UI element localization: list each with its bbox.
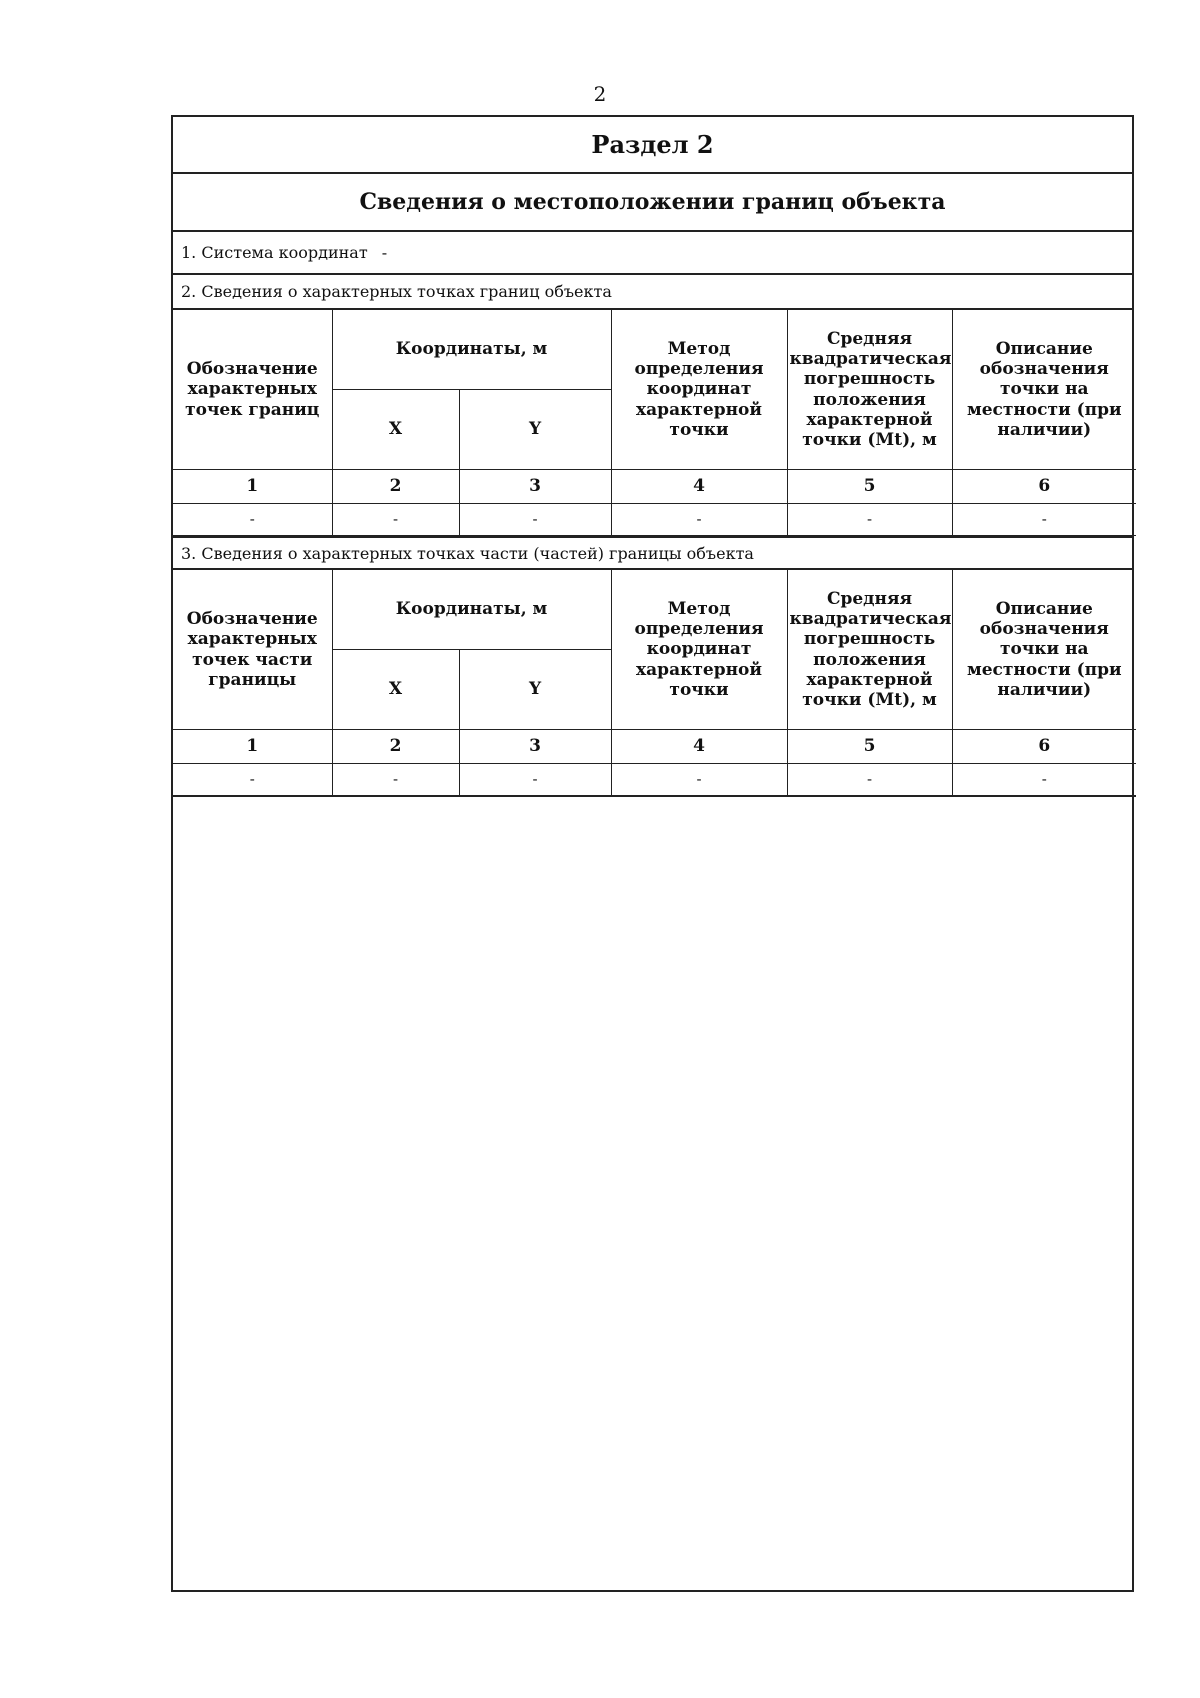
column-number: 1 — [173, 730, 332, 764]
document-frame — [171, 115, 1134, 1592]
coordinate-system-label: 1. Система координат — [181, 243, 368, 262]
column-number: 6 — [952, 470, 1136, 504]
table-cell: - — [173, 764, 332, 797]
section-title: Раздел 2 — [173, 117, 1132, 174]
header-description: Описание обозначения точки на местности (при наличии) — [952, 310, 1136, 470]
table-cell: - — [787, 764, 952, 797]
part-points-caption: 3. Сведения о характерных точках части (частей) границы объекта — [173, 536, 1132, 570]
column-number: 2 — [332, 470, 459, 504]
header-coordinates: Координаты, м — [332, 570, 611, 650]
header-designation: Обозначение характерных точек границ — [173, 310, 332, 470]
column-number: 4 — [611, 730, 787, 764]
header-error: Средняя квадратическая погрешность положения характерной точки (Mt), м — [787, 310, 952, 470]
header-method: Метод определения координат характерной точки — [611, 310, 787, 470]
column-number-row — [173, 470, 1136, 504]
table-cell: - — [611, 764, 787, 797]
table-cell: - — [332, 764, 459, 797]
column-number: 3 — [459, 730, 611, 764]
table-cell: - — [952, 504, 1136, 536]
column-number: 6 — [952, 730, 1136, 764]
header-error: Средняя квадратическая погрешность положения характерной точки (Mt), м — [787, 570, 952, 730]
coordinate-system-value: - — [381, 243, 388, 262]
table-cell: - — [952, 764, 1136, 797]
header-y: Y — [459, 650, 611, 730]
table-cell: - — [459, 504, 611, 536]
table-cell: - — [787, 504, 952, 536]
header-x: X — [332, 390, 459, 470]
table-cell: - — [459, 764, 611, 797]
table-cell: - — [173, 504, 332, 536]
column-number-row — [173, 730, 1136, 764]
column-number: 5 — [787, 730, 952, 764]
column-number: 2 — [332, 730, 459, 764]
header-description: Описание обозначения точки на местности (при наличии) — [952, 570, 1136, 730]
page-number: 2 — [593, 82, 607, 106]
table-cell: - — [611, 504, 787, 536]
boundary-points-caption: 2. Сведения о характерных точках границ объекта — [173, 275, 1132, 310]
table-cell: - — [332, 504, 459, 536]
section-subtitle: Сведения о местоположении границ объекта — [173, 174, 1132, 232]
column-number: 1 — [173, 470, 332, 504]
header-designation: Обозначение характерных точек части границы — [173, 570, 332, 730]
column-number: 5 — [787, 470, 952, 504]
header-y: Y — [459, 390, 611, 470]
column-number: 3 — [459, 470, 611, 504]
column-number: 4 — [611, 470, 787, 504]
header-method: Метод определения координат характерной точки — [611, 570, 787, 730]
table-row — [173, 764, 1136, 797]
coordinate-system-row — [173, 232, 1132, 275]
table-row — [173, 504, 1136, 536]
part-points-table — [173, 570, 1136, 797]
header-coordinates: Координаты, м — [332, 310, 611, 390]
header-x: X — [332, 650, 459, 730]
boundary-points-table — [173, 310, 1136, 536]
